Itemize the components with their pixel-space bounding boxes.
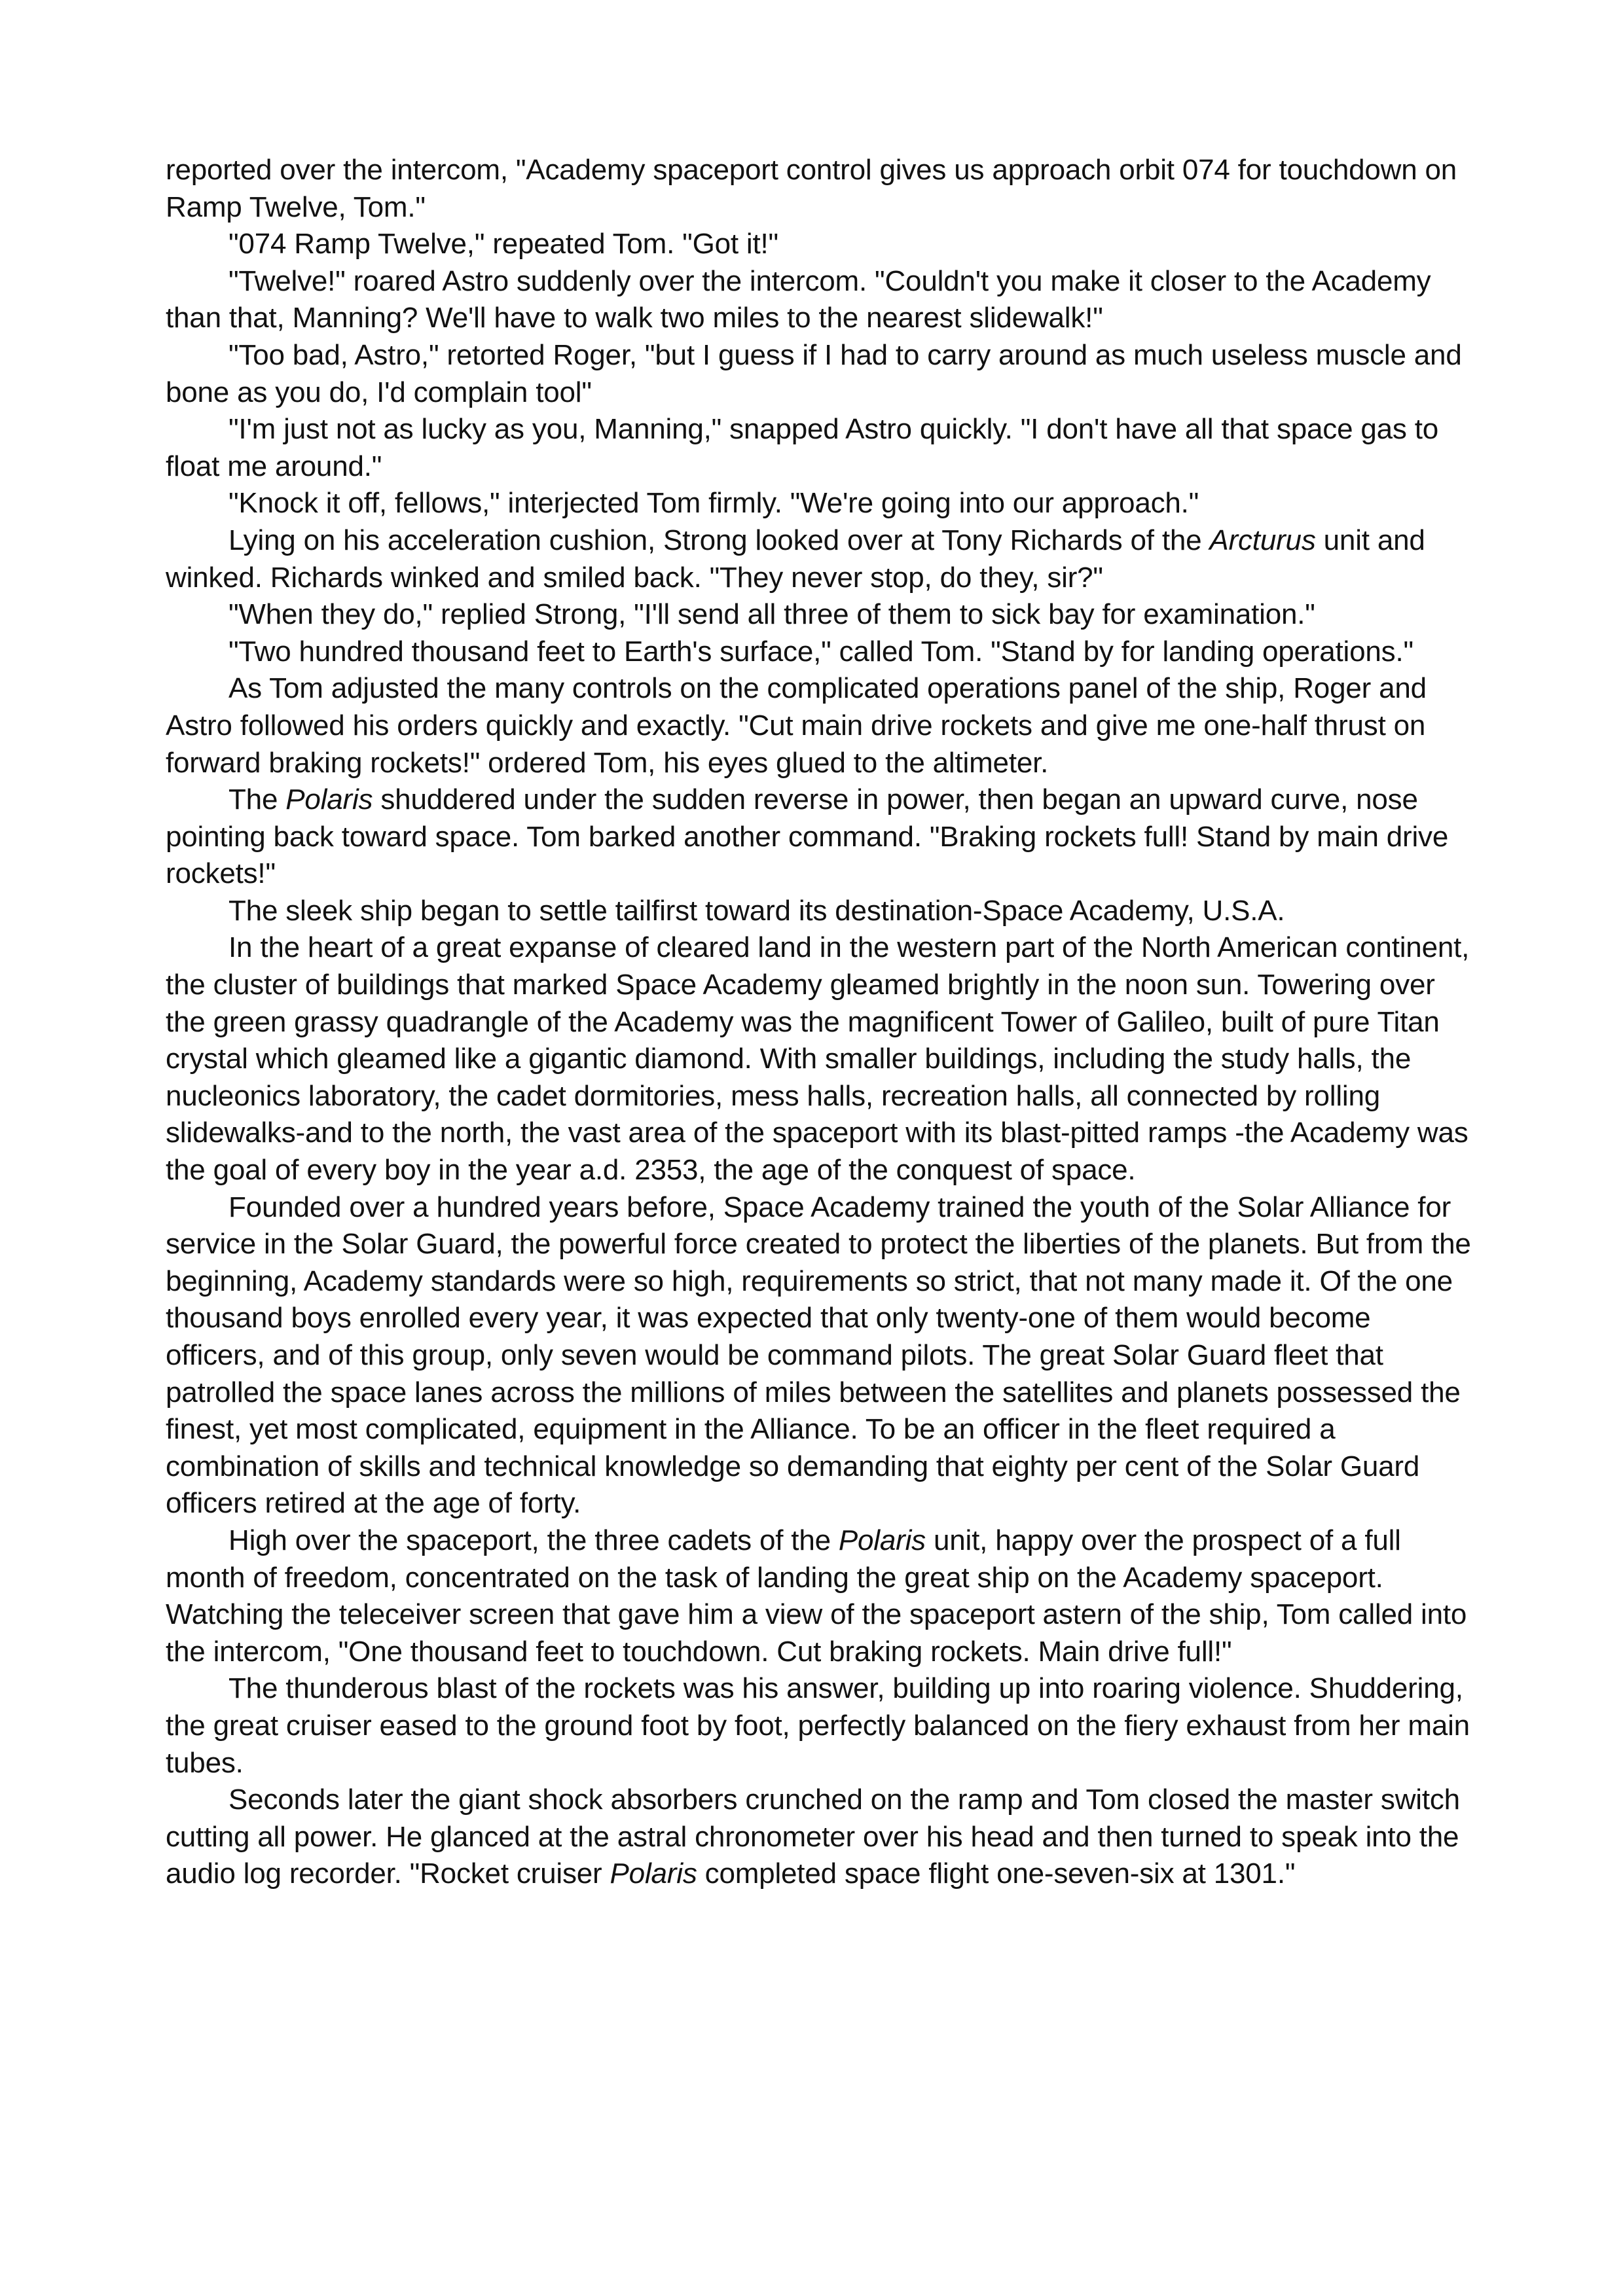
- text-segment: "Knock it off, fellows," interjected Tom firmly. "We're going into our approach.": [228, 487, 1199, 520]
- text-segment: As Tom adjusted the many controls on the complicated operations panel of the ship, Roger and Astro followed his orders quickly and exactly. "Cut main drive rockets and give me one-half thrust on forward braking rockets!" ordered Tom, his eyes glued to the altimeter.: [166, 672, 1427, 779]
- document-page: [166, 152, 1475, 1893]
- paragraph: [166, 485, 1475, 522]
- paragraph: [166, 929, 1475, 1189]
- paragraph: [166, 596, 1475, 634]
- text-segment: Lying on his acceleration cushion, Strong looked over at Tony Richards of the: [228, 524, 1210, 556]
- text-segment: In the heart of a great expanse of cleared land in the western part of the North American continent, the cluster of buildings that marked Space Academy gleamed brightly in the noon sun. Towering over the green grassy quadrangle of the Academy was the magnificent Tower of Galileo, built of pure Titan crystal which gleamed like a gigantic diamond. With smaller buildings, including the study halls, the nucleonics laboratory, the cadet dormitories, mess halls, recreation halls, all connected by rolling slidewalks-and to the north, the vast area of the spaceport with its blast-pitted ramps -the Academy was the goal of every boy in the year a.d. 2353, the age of the conquest of space.: [166, 931, 1470, 1187]
- paragraph: [166, 781, 1475, 893]
- text-segment: unit, happy over the prospect of a full month of freedom, concentrated on the task of landing the great ship on the Academy spaceport. Watching the teleceiver screen that gave him a view of the spaceport astern of the ship, Tom called into the intercom, "One thousand feet to touchdown. Cut braking rockets. Main drive full!": [166, 1524, 1467, 1668]
- paragraph: [166, 1522, 1475, 1670]
- italic-text: Arcturus: [1209, 524, 1316, 556]
- text-segment: reported over the intercom, "Academy spaceport control gives us approach orbit 074 for touchdown on Ramp Twelve, Tom.": [166, 154, 1457, 223]
- paragraph: [166, 411, 1475, 485]
- text-segment: High over the spaceport, the three cadets of the: [228, 1524, 839, 1556]
- italic-text: Polaris: [285, 783, 373, 816]
- paragraph: [166, 522, 1475, 596]
- text-segment: Founded over a hundred years before, Space Academy trained the youth of the Solar Alliance for service in the Solar Guard, the powerful force created to protect the liberties of the planets. But from the beginning, Academy standards were so high, requirements so strict, that not many made it. Of the one thousand boys enrolled every year, it was expected that only twenty-one of them would become officers, and of this group, only seven would be command pilots. The great Solar Guard fleet that patrolled the space lanes across the millions of miles between the satellites and planets possessed the finest, yet most complicated, equipment in the Alliance. To be an officer in the fleet required a combination of skills and technical knowledge so demanding that eighty per cent of the Solar Guard officers retired at the age of forty.: [166, 1191, 1471, 1520]
- paragraph: [166, 263, 1475, 337]
- paragraph: [166, 634, 1475, 671]
- paragraph: [166, 1670, 1475, 1782]
- paragraph: [166, 226, 1475, 263]
- paragraph: [166, 893, 1475, 930]
- text-segment: The thunderous blast of the rockets was his answer, building up into roaring violence. Shuddering, the great cruiser eased to the ground foot by foot, perfectly balanced on the fiery exhaust from her main tubes.: [166, 1672, 1470, 1779]
- text-segment: "When they do," replied Strong, "I'll send all three of them to sick bay for examination.": [228, 598, 1315, 631]
- text-segment: The sleek ship began to settle tailfirst toward its destination-Space Academy, U.S.A.: [228, 894, 1285, 927]
- text-segment: The: [228, 783, 286, 816]
- paragraph: [166, 1189, 1475, 1522]
- text-segment: completed space flight one-seven-six at 1301.": [697, 1857, 1296, 1890]
- text-segment: shuddered under the sudden reverse in power, then began an upward curve, nose pointing back toward space. Tom barked another command. "Braking rockets full! Stand by main drive rockets!": [166, 783, 1449, 890]
- text-segment: "074 Ramp Twelve," repeated Tom. "Got it!": [228, 228, 778, 260]
- italic-text: Polaris: [838, 1524, 926, 1556]
- italic-text: Polaris: [610, 1857, 697, 1890]
- text-segment: "I'm just not as lucky as you, Manning," snapped Astro quickly. "I don't have all that space gas to float me around.": [166, 413, 1439, 482]
- paragraph: [166, 152, 1475, 226]
- text-segment: Seconds later the giant shock absorbers crunched on the ramp and Tom closed the master switch cutting all power. He glanced at the astral chronometer over his head and then turned to speak into the audio log recorder. "Rocket cruiser: [166, 1784, 1460, 1890]
- text-segment: unit and winked. Richards winked and smiled back. "They never stop, do they, sir?": [166, 524, 1425, 594]
- text-segment: "Too bad, Astro," retorted Roger, "but I guess if I had to carry around as much useless muscle and bone as you do, I'd complain tool": [166, 338, 1462, 408]
- text-segment: "Two hundred thousand feet to Earth's surface," called Tom. "Stand by for landing operations.": [228, 635, 1413, 668]
- paragraph: [166, 1782, 1475, 1893]
- text-segment: "Twelve!" roared Astro suddenly over the intercom. "Couldn't you make it closer to the Academy than that, Manning? We'll have to walk two miles to the nearest slidewalk!": [166, 264, 1431, 334]
- paragraph: [166, 670, 1475, 781]
- paragraph: [166, 337, 1475, 411]
